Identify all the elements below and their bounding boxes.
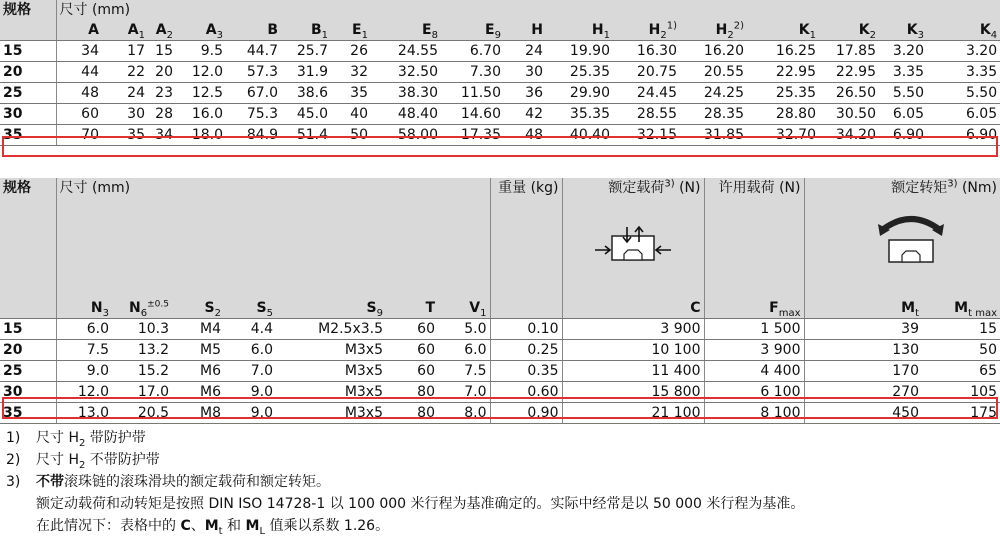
value-cell: 175 [922,403,1000,424]
value-cell: 15.2 [112,361,172,382]
value-cell: 6.0 [438,340,490,361]
value-cell: 48 [56,83,102,104]
table-row [0,361,1000,382]
col-header: $E_8$ [371,20,441,41]
col-header: $K_4$ [927,20,1000,41]
col-t: T [386,298,438,319]
value-cell: 30 [102,104,148,125]
value-cell: 35.35 [546,104,613,125]
value-cell: M4 [172,319,224,340]
value-cell: 8 100 [704,403,804,424]
value-cell: 35 [331,83,371,104]
col-header: $H_2^{2)}$ [680,20,747,41]
col-header: H [504,20,546,41]
value-cell: 6.05 [879,104,927,125]
col-fmax: $F_{max}$ [704,298,804,319]
col-header: $A_2$ [148,20,176,41]
value-cell: 1 500 [704,319,804,340]
size-cell: 15 [0,41,56,62]
col-header: $H_2^{1)}$ [613,20,680,41]
col-n6: $N_6^{\pm 0.5}$ [112,298,172,319]
value-cell: 6.70 [441,41,504,62]
value-cell: 32 [331,62,371,83]
value-cell: 34 [56,41,102,62]
value-cell: 9.0 [56,361,112,382]
value-cell: 24.55 [371,41,441,62]
value-cell: M2.5x3.5 [276,319,386,340]
value-cell: 16.0 [176,104,226,125]
value-cell: 21 100 [562,403,704,424]
value-cell: 11 400 [562,361,704,382]
table-row [0,62,1000,83]
size-cell: 20 [0,62,56,83]
value-cell: M3x5 [276,403,386,424]
dimensions-table-1 [0,0,1000,146]
value-cell: 60 [386,319,438,340]
spec-header: 规格 [0,0,56,20]
value-cell: 4 400 [704,361,804,382]
weight-header: 重量 (kg) [490,178,562,298]
value-cell: 32.70 [747,125,819,146]
value-cell: 32.50 [371,62,441,83]
value-cell: 6.0 [224,340,276,361]
value-cell: 25.35 [546,62,613,83]
value-cell: 40.40 [546,125,613,146]
col-header: $A_3$ [176,20,226,41]
dimension-header: 尺寸 (mm) [56,0,1000,20]
column-headers [0,298,1000,319]
value-cell: 24 [504,41,546,62]
load-direction-icon [593,224,673,268]
value-cell: 8.0 [438,403,490,424]
size-cell: 25 [0,83,56,104]
value-cell: 3.20 [927,41,1000,62]
value-cell: 14.60 [441,104,504,125]
value-cell: 0.10 [490,319,562,340]
size-cell: 20 [0,340,56,361]
value-cell: 7.5 [438,361,490,382]
value-cell: 0.35 [490,361,562,382]
value-cell: 15 [922,319,1000,340]
value-cell: 25.35 [747,83,819,104]
value-cell: 45.0 [281,104,331,125]
col-header: $K_2$ [819,20,879,41]
value-cell: 450 [804,403,922,424]
value-cell: 22 [102,62,148,83]
value-cell: 15 800 [562,382,704,403]
col-header: $E_1$ [331,20,371,41]
value-cell: 24.25 [680,83,747,104]
size-cell: 15 [0,319,56,340]
value-cell: 5.0 [438,319,490,340]
value-cell: 13.2 [112,340,172,361]
table-row [0,125,1000,146]
col-header: A [56,20,102,41]
value-cell: 9.5 [176,41,226,62]
value-cell: 13.0 [56,403,112,424]
value-cell: 12.0 [56,382,112,403]
value-cell: 16.20 [680,41,747,62]
value-cell: 9.0 [224,382,276,403]
value-cell: 28 [148,104,176,125]
value-cell: 10.3 [112,319,172,340]
value-cell: 84.9 [226,125,281,146]
col-header: $H_1$ [546,20,613,41]
value-cell: 60 [386,361,438,382]
value-cell: M3x5 [276,382,386,403]
col-header: B [226,20,281,41]
spec-header: 规格 [0,178,56,298]
value-cell: 40 [331,104,371,125]
value-cell: M5 [172,340,224,361]
value-cell: 36 [504,83,546,104]
col-s9: $S_9$ [276,298,386,319]
value-cell: 4.4 [224,319,276,340]
value-cell: 3.20 [879,41,927,62]
table-row [0,104,1000,125]
rated-load-header: 额定载荷$^{3)}$ (N) [562,178,704,298]
value-cell: 130 [804,340,922,361]
value-cell: 34 [148,125,176,146]
value-cell: 20.5 [112,403,172,424]
value-cell: 105 [922,382,1000,403]
value-cell: 67.0 [226,83,281,104]
value-cell: 28.55 [613,104,680,125]
value-cell: 48.40 [371,104,441,125]
col-s5: $S_5$ [224,298,276,319]
value-cell: 42 [504,104,546,125]
value-cell: 12.0 [176,62,226,83]
footnote-1: 1) 尺寸 $H_2$ 带防护带 [6,430,146,449]
value-cell: 23 [148,83,176,104]
value-cell: 6.0 [56,319,112,340]
col-s2: $S_2$ [172,298,224,319]
value-cell: 24 [102,83,148,104]
col-header: $B_1$ [281,20,331,41]
value-cell: 3 900 [704,340,804,361]
table-row [0,403,1000,424]
value-cell: 38.30 [371,83,441,104]
value-cell: 26 [331,41,371,62]
value-cell: 3.35 [927,62,1000,83]
value-cell: 270 [804,382,922,403]
footnotes [6,427,804,537]
value-cell: 22.95 [747,62,819,83]
table-row [0,41,1000,62]
col-header: $K_3$ [879,20,927,41]
value-cell: 15 [148,41,176,62]
value-cell: 26.50 [819,83,879,104]
table-row [0,382,1000,403]
col-mtmax: $M_{t max}$ [922,298,1000,319]
footnote-3: 3) 不带滚珠链的滚珠滑块的额定载荷和额定转矩。 额定动载荷和动转矩是按照 DIN ISO 14728-1 以 100 000 米行程为基准确定的。实际中经常是以 50 000 米行程为基准。 在此情况下：表格中的 C、$M_t$ 和 $M_L$ 值乘以系数 1.26。 [6,474,805,537]
value-cell: 31.9 [281,62,331,83]
value-cell: M3x5 [276,361,386,382]
value-cell: 17.0 [112,382,172,403]
value-cell: 6 100 [704,382,804,403]
value-cell: 28.35 [680,104,747,125]
table-row [0,340,1000,361]
value-cell: 30.50 [819,104,879,125]
col-n3: $N_3$ [56,298,112,319]
value-cell: 19.90 [546,41,613,62]
value-cell: 6.90 [879,125,927,146]
value-cell: 44.7 [226,41,281,62]
value-cell: 7.0 [438,382,490,403]
table-row [0,319,1000,340]
value-cell: 12.5 [176,83,226,104]
value-cell: 7.30 [441,62,504,83]
value-cell: 17.85 [819,41,879,62]
value-cell: 34.20 [819,125,879,146]
value-cell: 44 [56,62,102,83]
rated-torque-header: 额定转矩$^{3)}$ (Nm) [804,178,1000,298]
value-cell: 51.4 [281,125,331,146]
value-cell: 7.5 [56,340,112,361]
value-cell: 0.25 [490,340,562,361]
col-c: C [562,298,704,319]
value-cell: 6.90 [927,125,1000,146]
col-header: $E_9$ [441,20,504,41]
torque-rotation-icon [876,210,946,266]
value-cell: 18.0 [176,125,226,146]
value-cell: M8 [172,403,224,424]
value-cell: 20 [148,62,176,83]
value-cell: 22.95 [819,62,879,83]
value-cell: 58.00 [371,125,441,146]
value-cell: 57.3 [226,62,281,83]
value-cell: M6 [172,382,224,403]
value-cell: 28.80 [747,104,819,125]
size-cell: 35 [0,125,56,146]
value-cell: 0.90 [490,403,562,424]
value-cell: 60 [386,340,438,361]
value-cell: 16.25 [747,41,819,62]
value-cell: 3 900 [562,319,704,340]
col-header: $K_1$ [747,20,819,41]
col-mt: $M_t$ [804,298,922,319]
value-cell: 170 [804,361,922,382]
value-cell: 6.05 [927,104,1000,125]
value-cell: 70 [56,125,102,146]
value-cell: 0.60 [490,382,562,403]
value-cell: 60 [56,104,102,125]
value-cell: 3.35 [879,62,927,83]
value-cell: 10 100 [562,340,704,361]
value-cell: 30 [504,62,546,83]
value-cell: 17.35 [441,125,504,146]
size-cell: 25 [0,361,56,382]
value-cell: 11.50 [441,83,504,104]
value-cell: 80 [386,403,438,424]
value-cell: M3x5 [276,340,386,361]
size-cell: 35 [0,403,56,424]
value-cell: 50 [922,340,1000,361]
col-v1: $V_1$ [438,298,490,319]
value-cell: 32.15 [613,125,680,146]
value-cell: 38.6 [281,83,331,104]
table-row [0,83,1000,104]
value-cell: M6 [172,361,224,382]
allowable-load-header: 许用载荷 (N) [704,178,804,298]
value-cell: 24.45 [613,83,680,104]
dimensions-table-2 [0,178,1000,424]
value-cell: 9.0 [224,403,276,424]
value-cell: 25.7 [281,41,331,62]
value-cell: 50 [331,125,371,146]
value-cell: 20.55 [680,62,747,83]
value-cell: 35 [102,125,148,146]
value-cell: 16.30 [613,41,680,62]
value-cell: 65 [922,361,1000,382]
value-cell: 75.3 [226,104,281,125]
size-cell: 30 [0,104,56,125]
column-headers [0,20,1000,41]
footnote-2: 2) 尺寸 $H_2$ 不带防护带 [6,452,160,471]
value-cell: 17 [102,41,148,62]
col-header: $A_1$ [102,20,148,41]
value-cell: 29.90 [546,83,613,104]
value-cell: 48 [504,125,546,146]
value-cell: 20.75 [613,62,680,83]
value-cell: 7.0 [224,361,276,382]
value-cell: 5.50 [927,83,1000,104]
value-cell: 31.85 [680,125,747,146]
value-cell: 5.50 [879,83,927,104]
size-cell: 30 [0,382,56,403]
dimension-header: 尺寸 (mm) [56,178,490,298]
value-cell: 39 [804,319,922,340]
value-cell: 80 [386,382,438,403]
